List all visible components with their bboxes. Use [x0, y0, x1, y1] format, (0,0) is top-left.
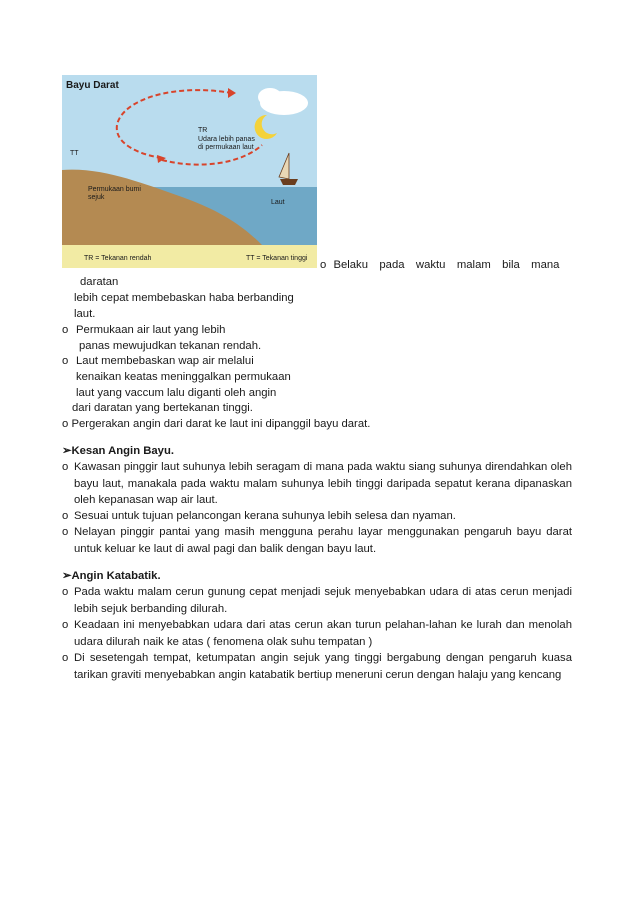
section1-heading-text: Kesan Angin Bayu. [71, 445, 174, 457]
section1-item-2-text: Sesuai untuk tujuan pelancongan kerana suhunya lebih selesa dan nyaman. [74, 510, 456, 522]
land-breeze-diagram [62, 75, 317, 268]
intro-item3-line3: laut yang vaccum lalu diganti oleh angin [76, 387, 277, 399]
section2-heading [62, 568, 161, 584]
section2-item-2-text: Keadaan ini menyebabkan udara dari atas cerun akan turun pelahan-lahan ke lurah dan menolah udara dilurah naik ke atas ( fenomena olak suhu tempatan ) [74, 619, 572, 648]
diagram-svg [62, 75, 317, 268]
bullet-marker: o [320, 259, 327, 271]
section1-heading [62, 443, 174, 459]
intro-item2-bullet: o [62, 324, 69, 336]
section2-item-1 [62, 584, 572, 617]
section2-heading-text: Angin Katabatik. [71, 570, 161, 582]
diagram-title: Bayu Darat [66, 80, 119, 91]
intro-item2-line1: Permukaan air laut yang lebih [76, 324, 226, 336]
intro-item3-bullet: o [62, 355, 69, 367]
bullet-marker: o [62, 461, 69, 473]
section1-item-3-text: Nelayan pinggir pantai yang masih mengguna perahu layar menggunakan pengaruh bayu darat untuk keluar ke laut di awal pagi dan balik dengan bayu laut. [74, 526, 572, 555]
land-line-2: sejuk [88, 194, 105, 201]
boat-icon [280, 179, 298, 185]
bullet-marker: o [62, 619, 69, 631]
legend-left: TR = Tekanan rendah [84, 255, 152, 262]
arrow-bullet-icon: ➢ [62, 445, 72, 457]
bullet-marker: o [62, 586, 69, 598]
bullet-marker: o [62, 418, 69, 430]
section1-item-1 [62, 459, 572, 509]
arrow-bullet-icon: ➢ [62, 570, 72, 582]
bullet-marker: o [62, 526, 69, 538]
intro-line-2: lebih cepat membebaskan haba berbanding [74, 292, 294, 304]
intro-line-1: daratan [80, 276, 119, 288]
intro-first-line [320, 257, 560, 273]
note-line-1: Udara lebih panas [198, 136, 255, 143]
bullet-marker: o [62, 652, 69, 664]
sea-label: Laut [271, 199, 285, 206]
section1-item-1-text: Kawasan pinggir laut suhunya lebih seragam di mana pada waktu siang suhunya direndahkan oleh bayu laut, manakala pada waktu malam suhunya lebih tinggi daripada sepatut kerana dipanaskan oleh kepanasan wap air laut. [74, 461, 572, 507]
label-tr: TR [198, 127, 208, 134]
section2-item-2 [62, 617, 572, 650]
section2-item-1-text: Pada waktu malam cerun gunung cepat menjadi sejuk menyebabkan udara di atas cerun menjadi lebih sejuk berbanding dilurah. [74, 586, 572, 615]
intro-item3-line2: kenaikan keatas meninggalkan permukaan [76, 371, 291, 383]
intro-line-3: laut. [74, 308, 96, 320]
section1-item-3 [62, 524, 572, 557]
label-tt: TT [70, 150, 79, 157]
land-line-1: Permukaan bumi [88, 186, 141, 193]
intro-item3-line4: dari daratan yang bertekanan tinggi. [72, 402, 253, 414]
section1-item-2 [62, 508, 572, 525]
section2-item-3-text: Di sesetengah tempat, ketumpatan angin sejuk yang tinggi bergabung dengan pengaruh kuasa tarikan graviti menyebabkan angin katabatik bertiup meneruni cerun dengan halaju yang kencang [74, 652, 572, 681]
section2-item-3 [62, 650, 572, 683]
intro-first-text: Belaku pada waktu malam bila mana [333, 259, 560, 271]
bullet-marker: o [62, 510, 69, 522]
cloud-puff [258, 88, 282, 106]
note-line-2: di permukaan laut [198, 144, 254, 151]
intro-item4-text: Pergerakan angin dari darat ke laut ini dipanggil bayu darat. [71, 418, 371, 430]
intro-item2-line2: panas mewujudkan tekanan rendah. [79, 340, 262, 352]
legend-right: TT = Tekanan tinggi [246, 255, 308, 262]
intro-item3-line1: Laut membebaskan wap air melalui [76, 355, 254, 367]
intro-item4 [62, 416, 370, 432]
